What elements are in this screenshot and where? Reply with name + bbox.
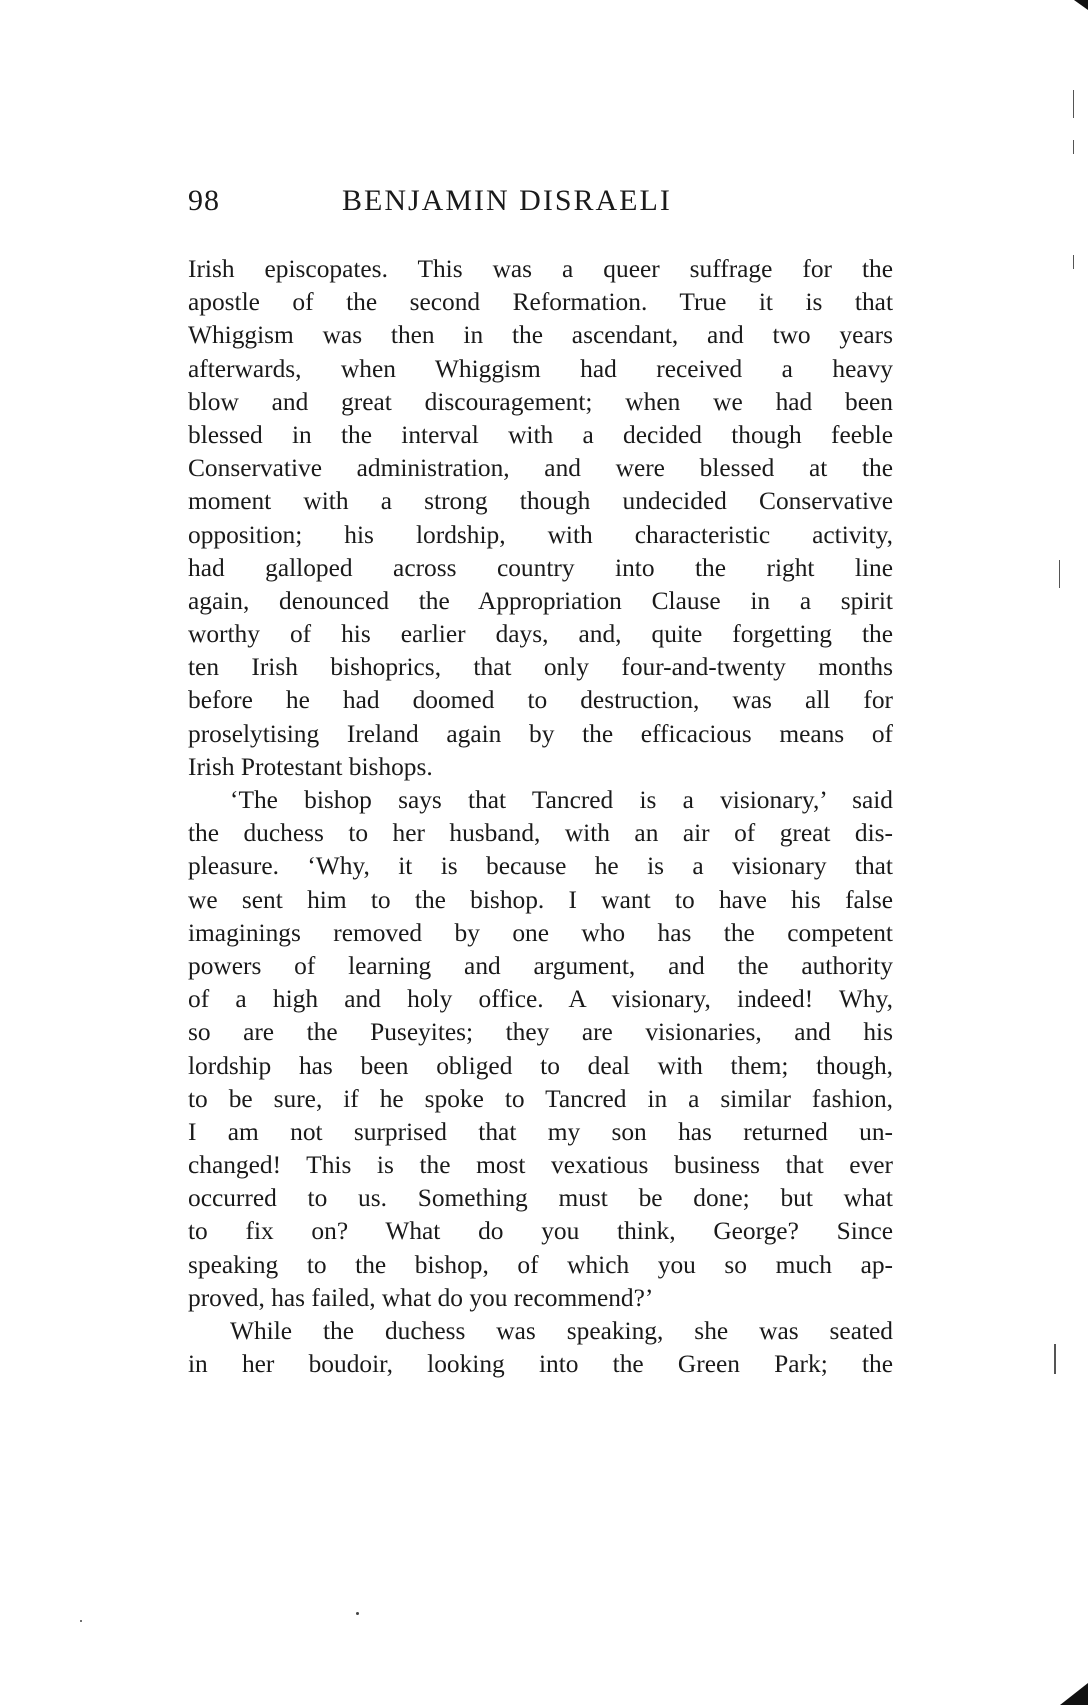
text-line: the duchess to her husband, with an air of great dis- (188, 819, 893, 848)
text-line: proselytising Ireland again by the efficacious means of (188, 719, 893, 748)
text-line: blessed in the interval with a decided though feeble (188, 420, 893, 449)
text-line: occurred to us. Something must be done; but what (188, 1184, 893, 1213)
body-text (188, 253, 893, 1381)
text-line: Whiggism was then in the ascendant, and two years (188, 321, 893, 350)
text-line: worthy of his earlier days, and, quite forgetting the (188, 620, 893, 649)
text-line: again, denounced the Appropriation Clause in a spirit (188, 586, 893, 615)
text-line: in her boudoir, looking into the Green Park; the (188, 1350, 893, 1379)
scan-margin-mark (1073, 255, 1074, 269)
corner-scan-mark (1074, 0, 1088, 10)
text-line-paragraph-end: Irish Protestant bishops. (188, 752, 433, 781)
page-number: 98 (188, 184, 220, 217)
text-line: we sent him to the bishop. I want to have his false (188, 885, 893, 914)
text-line: changed! This is the most vexatious business that ever (188, 1151, 893, 1180)
text-line-paragraph-end: proved, has failed, what do you recommend?’ (188, 1283, 654, 1312)
text-line: so are the Puseyites; they are visionaries, and his (188, 1018, 893, 1047)
scan-speck (80, 1620, 82, 1622)
scan-speck (356, 1612, 359, 1615)
text-line: Irish episcopates. This was a queer suffrage for the (188, 255, 893, 283)
text-line: to be sure, if he spoke to Tancred in a similar fashion, (188, 1084, 893, 1113)
text-line-paragraph-start: While the duchess was speaking, she was seated (230, 1317, 893, 1345)
text-line: afterwards, when Whiggism had received a heavy (188, 354, 893, 383)
scan-margin-mark (1059, 560, 1060, 588)
text-line: had galloped across country into the right line (188, 553, 893, 582)
text-line: speaking to the bishop, of which you so much ap- (188, 1250, 893, 1279)
text-line: opposition; his lordship, with characteristic activity, (188, 520, 893, 549)
text-line: apostle of the second Reformation. True it is that (188, 288, 893, 317)
text-line: to fix on? What do you think, George? Since (188, 1217, 893, 1246)
text-line: of a high and holy office. A visionary, indeed! Why, (188, 985, 893, 1014)
text-line: imaginings removed by one who has the competent (188, 918, 893, 947)
text-line-paragraph-start: ‘The bishop says that Tancred is a visionary,’ said (230, 786, 893, 814)
text-line: pleasure. ‘Why, it is because he is a visionary that (188, 852, 893, 881)
text-line: powers of learning and argument, and the authority (188, 951, 893, 980)
text-line: ten Irish bishoprics, that only four-and-twenty months (188, 653, 893, 682)
text-line: I am not surprised that my son has returned un- (188, 1117, 893, 1146)
page-header (188, 184, 893, 234)
text-line: Conservative administration, and were blessed at the (188, 454, 893, 483)
scan-margin-mark (1073, 140, 1074, 154)
text-line: moment with a strong though undecided Conservative (188, 487, 893, 516)
scan-margin-mark (1073, 90, 1074, 118)
text-line: lordship has been obliged to deal with them; though, (188, 1051, 893, 1080)
corner-scan-mark (1060, 1683, 1088, 1705)
scan-margin-mark (1054, 1344, 1056, 1374)
text-line: before he had doomed to destruction, was all for (188, 686, 893, 715)
running-head: BENJAMIN DISRAELI (342, 184, 672, 217)
text-line: blow and great discouragement; when we had been (188, 387, 893, 416)
